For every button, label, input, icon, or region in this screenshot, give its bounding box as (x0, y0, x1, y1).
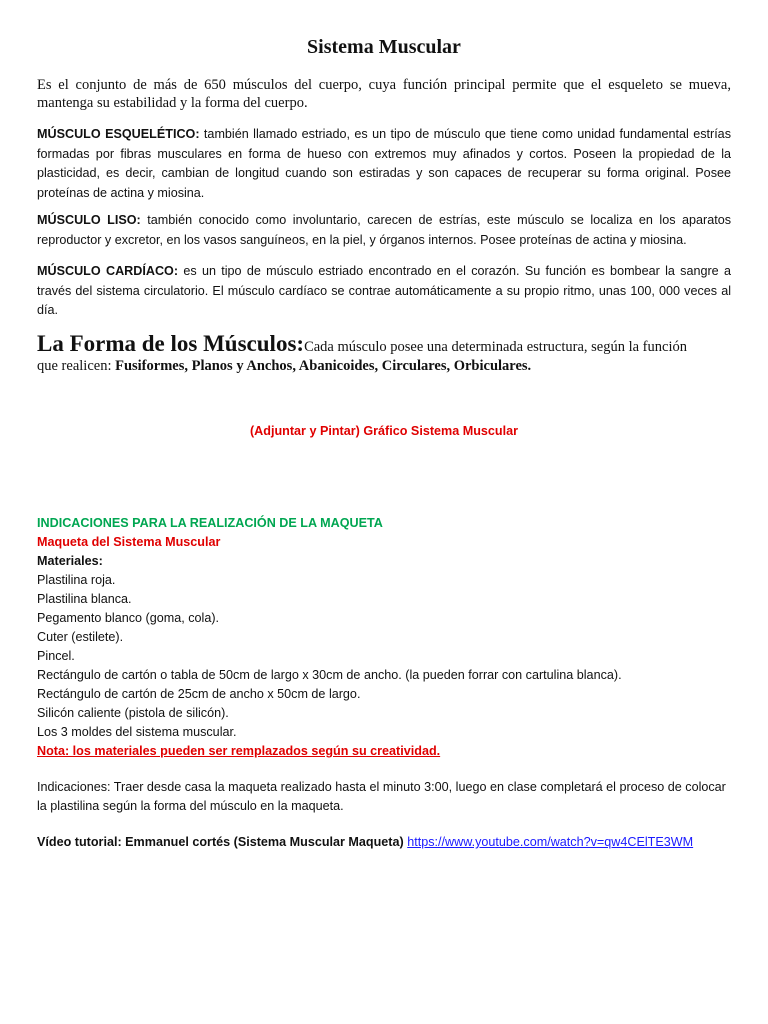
list-item: Rectángulo de cartón o tabla de 50cm de largo x 30cm de ancho. (la pueden forrar con cartulina blanca). (37, 668, 622, 682)
grafico-instruction: (Adjuntar y Pintar) Gráfico Sistema Muscular (249, 424, 519, 438)
maqueta-section (37, 514, 731, 761)
forma-section (37, 331, 731, 375)
intro-paragraph: Es el conjunto de más de 650 músculos del cuerpo, cuya función principal permite que el esqueleto se mueva, mantenga su estabilidad y la forma del cuerpo. (37, 77, 731, 111)
list-item: Silicón caliente (pistola de silicón). (37, 706, 229, 720)
liso-paragraph (37, 211, 731, 250)
materiales-note: Nota: los materiales pueden ser remplazados según su creatividad. (37, 744, 441, 758)
indicaciones-paragraph: Indicaciones: Traer desde casa la maqueta realizado hasta el minuto 3:00, luego en clase completará el proceso de colocar la plastilina según la forma del músculo en la maqueta. (37, 780, 726, 813)
liso-label: MÚSCULO LISO: (37, 213, 141, 227)
list-item: Pegamento blanco (goma, cola). (37, 611, 220, 625)
list-item: Plastilina blanca. (37, 592, 132, 606)
list-item: Plastilina roja. (37, 573, 116, 587)
page-title: Sistema Muscular (307, 36, 461, 58)
maqueta-subtitle: Maqueta del Sistema Muscular (37, 535, 221, 549)
materiales-label: Materiales: (37, 554, 103, 568)
maqueta-header: INDICACIONES PARA LA REALIZACIÓN DE LA MAQUETA (37, 516, 383, 530)
forma-types: Fusiformes, Planos y Anchos, Abanicoides, Circulares, Orbiculares. (115, 358, 532, 374)
video-label: Vídeo tutorial: Emmanuel cortés (Sistema Muscular Maqueta) (37, 835, 408, 849)
list-item: Pincel. (37, 649, 75, 663)
liso-text: también conocido como involuntario, carecen de estrías, este músculo se localiza en los aparatos reproductor y excretor, en los vasos sanguíneos, en la piel, y órganos internos. Posee proteínas de actina y miosina. (37, 213, 732, 247)
cardiaco-paragraph (37, 262, 731, 321)
list-item: Cuter (estilete). (37, 630, 124, 644)
video-link[interactable]: https://www.youtube.com/watch?v=qw4CElTE3WM (407, 835, 694, 849)
esqueletico-text: también llamado estriado, es un tipo de músculo que tiene como unidad fundamental estrías formadas por fibras musculares en forma de hueso con extremos muy afinados y cortos. Poseen la propiedad de la plasticidad, es decir, cambian de longitud cuando son estiradas y son capaces de recuperar su forma original. Posee proteínas de actina y miosina. (37, 127, 731, 200)
esqueletico-label: MÚSCULO ESQUELÉTICO: (37, 127, 200, 141)
cardiaco-text: es un tipo de músculo estriado encontrado en el corazón. Su función es bombear la sangre a través del sistema circulatorio. El músculo cardíaco se contrae automáticamente a su propio ritmo, unas 100, 000 veces al día. (37, 264, 731, 317)
forma-line2-prefix: que realicen: (37, 358, 116, 374)
list-item: Rectángulo de cartón de 25cm de ancho x 50cm de largo. (37, 687, 361, 701)
forma-heading: La Forma de los Músculos: (37, 331, 305, 356)
esqueletico-paragraph (37, 125, 731, 203)
video-tutorial-line (37, 835, 731, 849)
cardiaco-label: MÚSCULO CARDÍACO: (37, 264, 179, 278)
list-item: Los 3 moldes del sistema muscular. (37, 725, 237, 739)
forma-text: Cada músculo posee una determinada estructura, según la función (304, 339, 687, 355)
